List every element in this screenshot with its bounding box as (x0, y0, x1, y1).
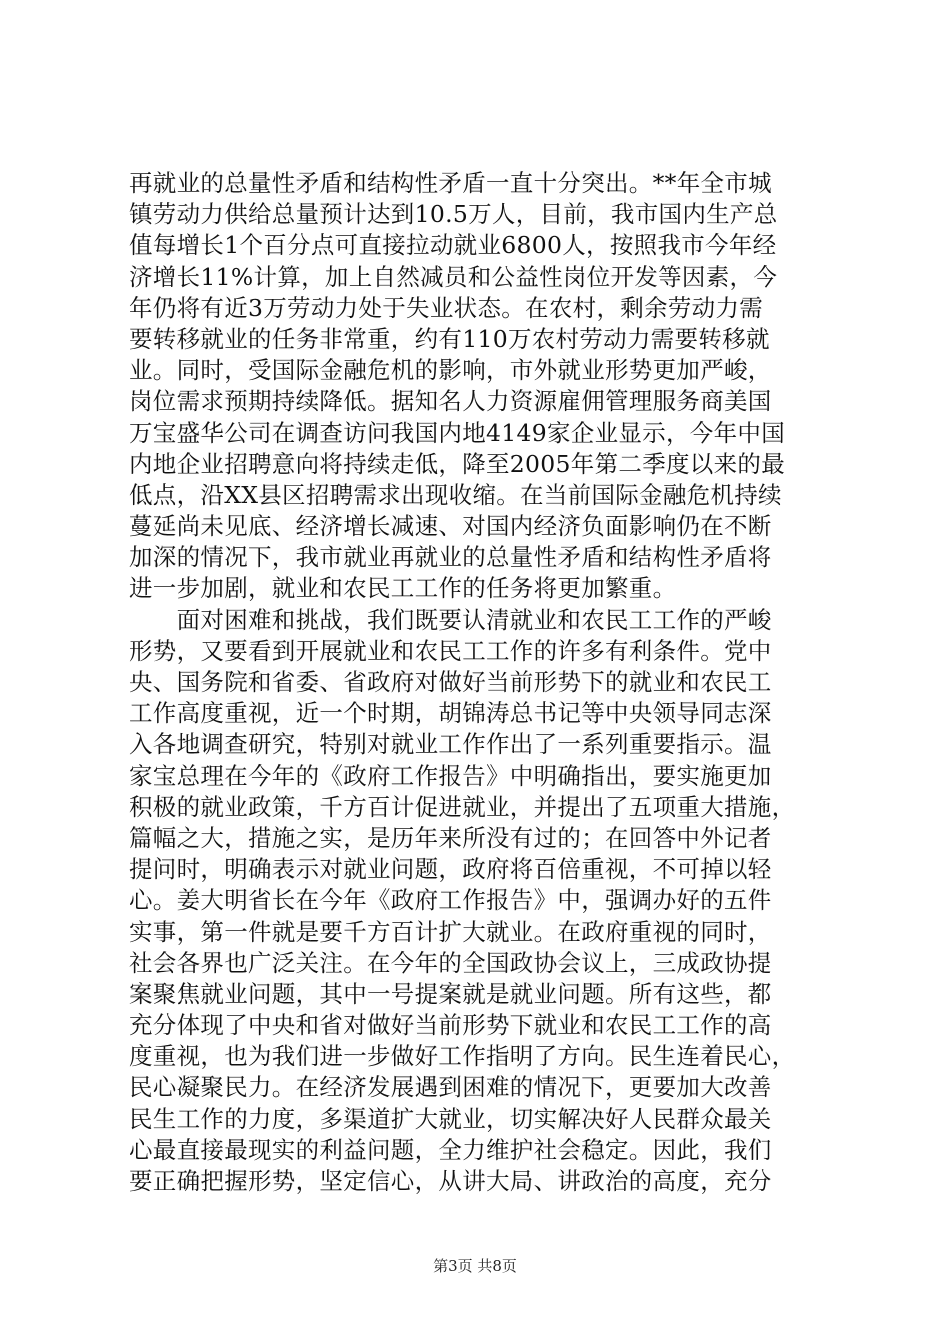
text-line: 值每增长1个百分点可直接拉动就业6800人，按照我市今年经 (129, 231, 777, 260)
text-line: 要正确把握形势，坚定信心，从讲大局、讲政治的高度，充分 (129, 1167, 772, 1195)
text-line: 镇劳动力供给总量预计达到10.5万人，目前，我市国内生产总 (129, 200, 778, 229)
text-line: 形势，又要看到开展就业和农民工工作的许多有利条件。党中 (129, 636, 772, 665)
text-line: 要转移就业的任务非常重，约有110万农村劳动力需要转移就 (129, 324, 770, 353)
text-line: 岗位需求预期持续降低。据知名人力资源雇佣管理服务商美国 (129, 387, 772, 416)
text-line: 低点，沿XX县区招聘需求出现收缩。在当前国际金融危机持续 (129, 480, 782, 509)
text-line: 心。姜大明省长在今年《政府工作报告》中，强调办好的五件 (129, 886, 772, 915)
text-line: 面对困难和挑战，我们既要认清就业和农民工工作的严峻 (129, 605, 772, 634)
text-line: 工作高度重视，近一个时期，胡锦涛总书记等中央领导同志深 (129, 699, 772, 728)
text-line: 再就业的总量性矛盾和结构性矛盾一直十分突出。**年全市城 (129, 169, 772, 197)
text-line: 案聚焦就业问题，其中一号提案就是就业问题。所有这些，都 (129, 979, 772, 1008)
text-line: 入各地调查研究，特别对就业工作作出了一系列重要指示。温 (129, 730, 772, 759)
text-line: 加深的情况下，我市就业再就业的总量性矛盾和结构性矛盾将 (129, 543, 772, 572)
text-line: 央、国务院和省委、省政府对做好当前形势下的就业和农民工 (129, 668, 772, 696)
text-line: 民心凝聚民力。在经济发展遇到困难的情况下，更要加大改善 (129, 1073, 772, 1102)
text-line: 内地企业招聘意向将持续走低，降至2005年第二季度以来的最 (129, 449, 786, 478)
text-line: 进一步加剧，就业和农民工工作的任务将更加繁重。 (129, 574, 677, 603)
page-number-footer: 第3页 共8页 (433, 1257, 517, 1275)
text-line: 济增长11%计算，加上自然减员和公益性岗位开发等因素，今 (129, 262, 778, 291)
text-line: 蔓延尚未见底、经济增长减速、对国内经济负面影响仍在不断 (129, 512, 772, 541)
text-line: 积极的就业政策，千方百计促进就业，并提出了五项重大措施， (129, 792, 796, 821)
text-line: 篇幅之大，措施之实，是历年来所没有过的；在回答中外记者 (129, 823, 772, 852)
text-line: 实事，第一件就是要千方百计扩大就业。在政府重视的同时， (129, 917, 772, 946)
text-line: 家宝总理在今年的《政府工作报告》中明确指出，要实施更加 (129, 761, 772, 790)
text-line: 年仍将有近3万劳动力处于失业状态。在农村，剩余劳动力需 (129, 293, 764, 322)
text-line: 民生工作的力度，多渠道扩大就业，切实解决好人民群众最关 (129, 1104, 772, 1133)
text-line: 度重视，也为我们进一步做好工作指明了方向。民生连着民心， (129, 1042, 796, 1071)
text-line: 社会各界也广泛关注。在今年的全国政协会议上，三成政协提 (129, 948, 772, 977)
text-line: 提问时，明确表示对就业问题，政府将百倍重视，不可掉以轻 (129, 855, 772, 884)
text-line: 充分体现了中央和省对做好当前形势下就业和农民工工作的高 (129, 1011, 772, 1040)
text-line: 心最直接最现实的利益问题，全力维护社会稳定。因此，我们 (129, 1135, 772, 1164)
body-text (129, 168, 829, 1197)
text-line: 万宝盛华公司在调查访问我国内地4149家企业显示，今年中国 (129, 418, 786, 447)
text-line: 业。同时，受国际金融危机的影响，市外就业形势更加严峻， (129, 356, 772, 385)
